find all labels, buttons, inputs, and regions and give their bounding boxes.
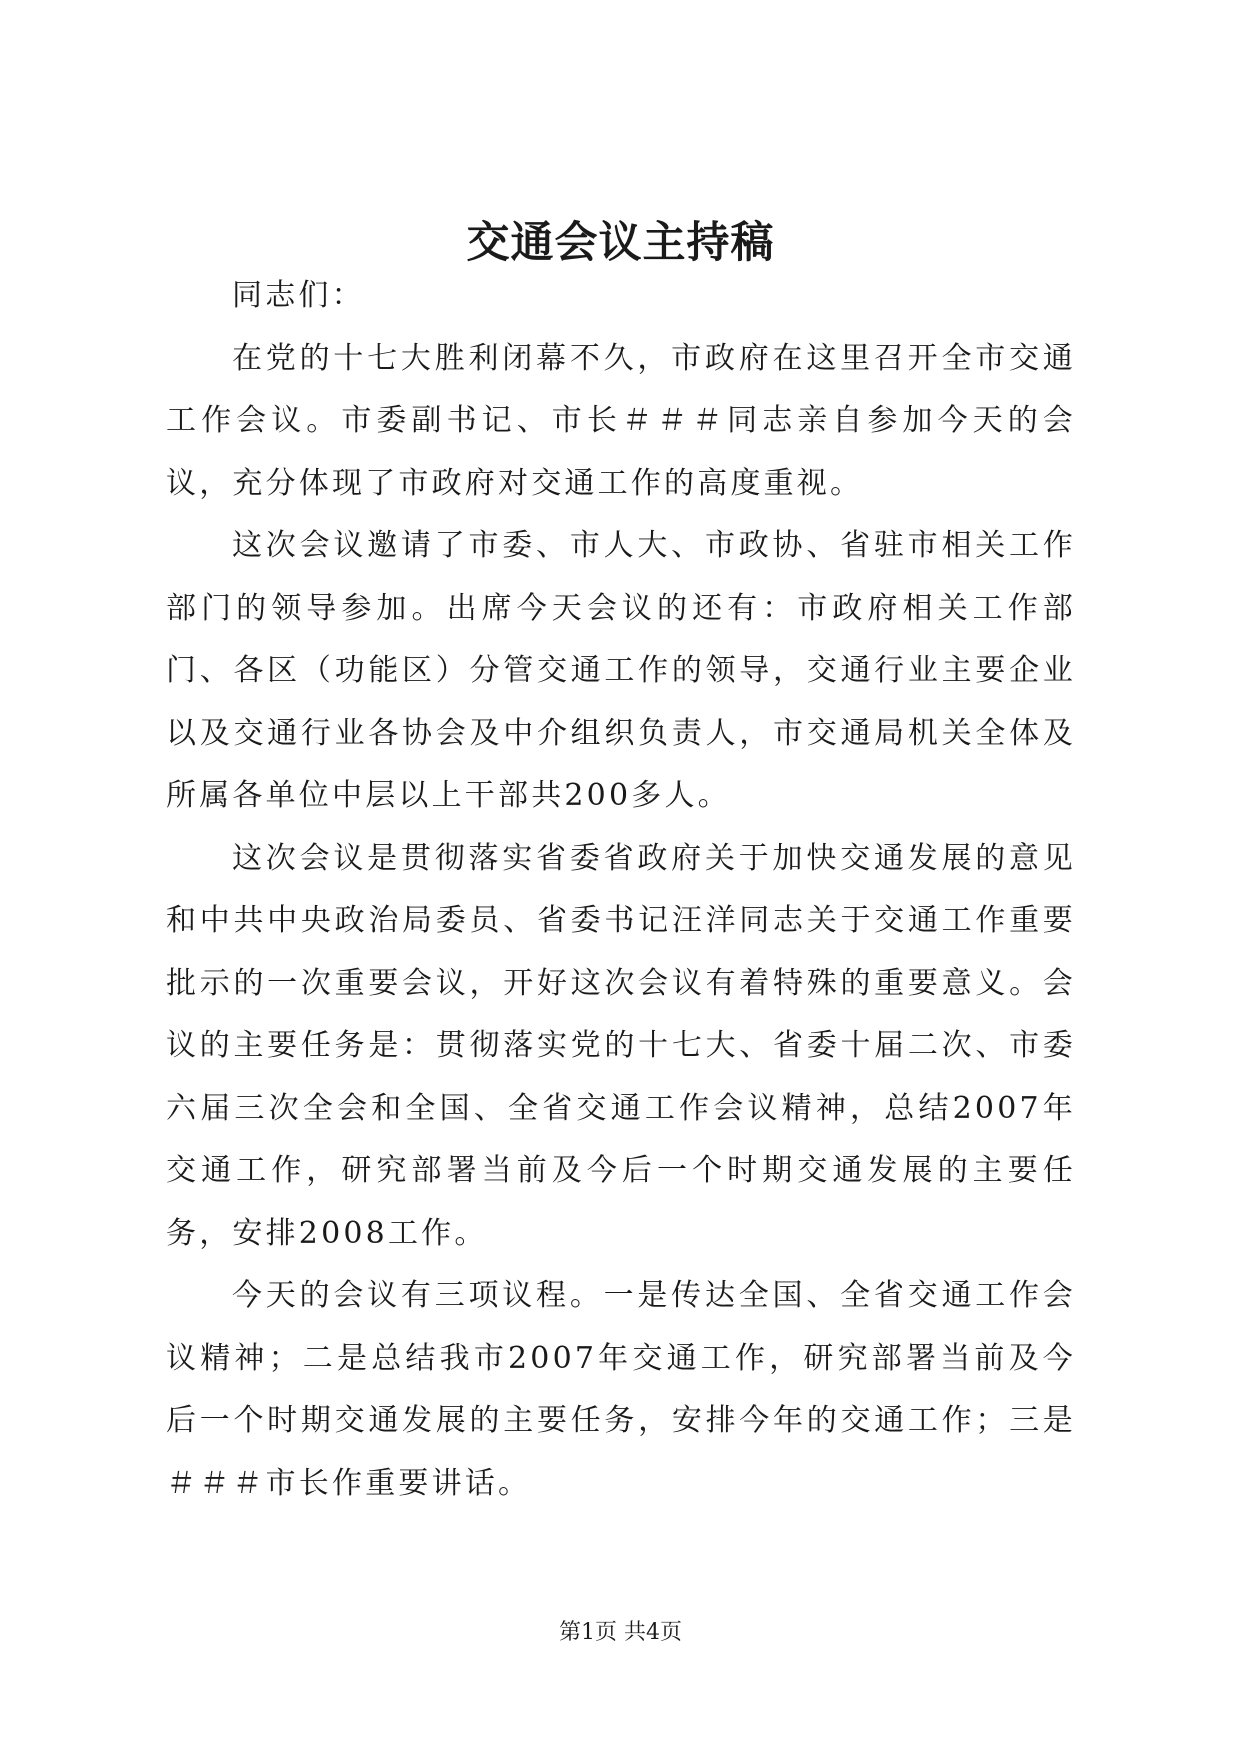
document-title: 交通会议主持稿 xyxy=(466,218,775,268)
paragraph-agenda: 今天的会议有三项议程。一是传达全国、全省交通工作会议精神；二是总结我市2007年交通工作，研究部署当前及今后一个时期交通发展的主要任务，安排今年的交通工作；三是＃＃＃市长作重要讲话。 xyxy=(166,1278,1076,1501)
paragraph-attendees: 这次会议邀请了市委、市人大、市政协、省驻市相关工作部门的领导参加。出席今天会议的还有：市政府相关工作部门、各区（功能区）分管交通工作的领导，交通行业主要企业以及交通行业各协会及中介组织负责人，市交通局机关全体及所属各单位中层以上干部共200多人。 xyxy=(166,528,1076,813)
paragraph-opening: 在党的十七大胜利闭幕不久，市政府在这里召开全市交通工作会议。市委副书记、市长＃＃＃同志亲自参加今天的会议，充分体现了市政府对交通工作的高度重视。 xyxy=(166,340,1076,501)
page-number-footer: 第1页 共4页 xyxy=(559,1620,682,1645)
document-body xyxy=(166,265,1076,1515)
paragraph-purpose: 这次会议是贯彻落实省委省政府关于加快交通发展的意见和中共中央政治局委员、省委书记汪洋同志关于交通工作重要批示的一次重要会议，开好这次会议有着特殊的重要意义。会议的主要任务是：贯彻落实党的十七大、省委十届二次、市委六届三次全会和全国、全省交通工作会议精神，总结2007年交通工作，研究部署当前及今后一个时期交通发展的主要任务，安排2008工作。 xyxy=(166,840,1076,1251)
salutation: 同志们： xyxy=(232,278,365,313)
